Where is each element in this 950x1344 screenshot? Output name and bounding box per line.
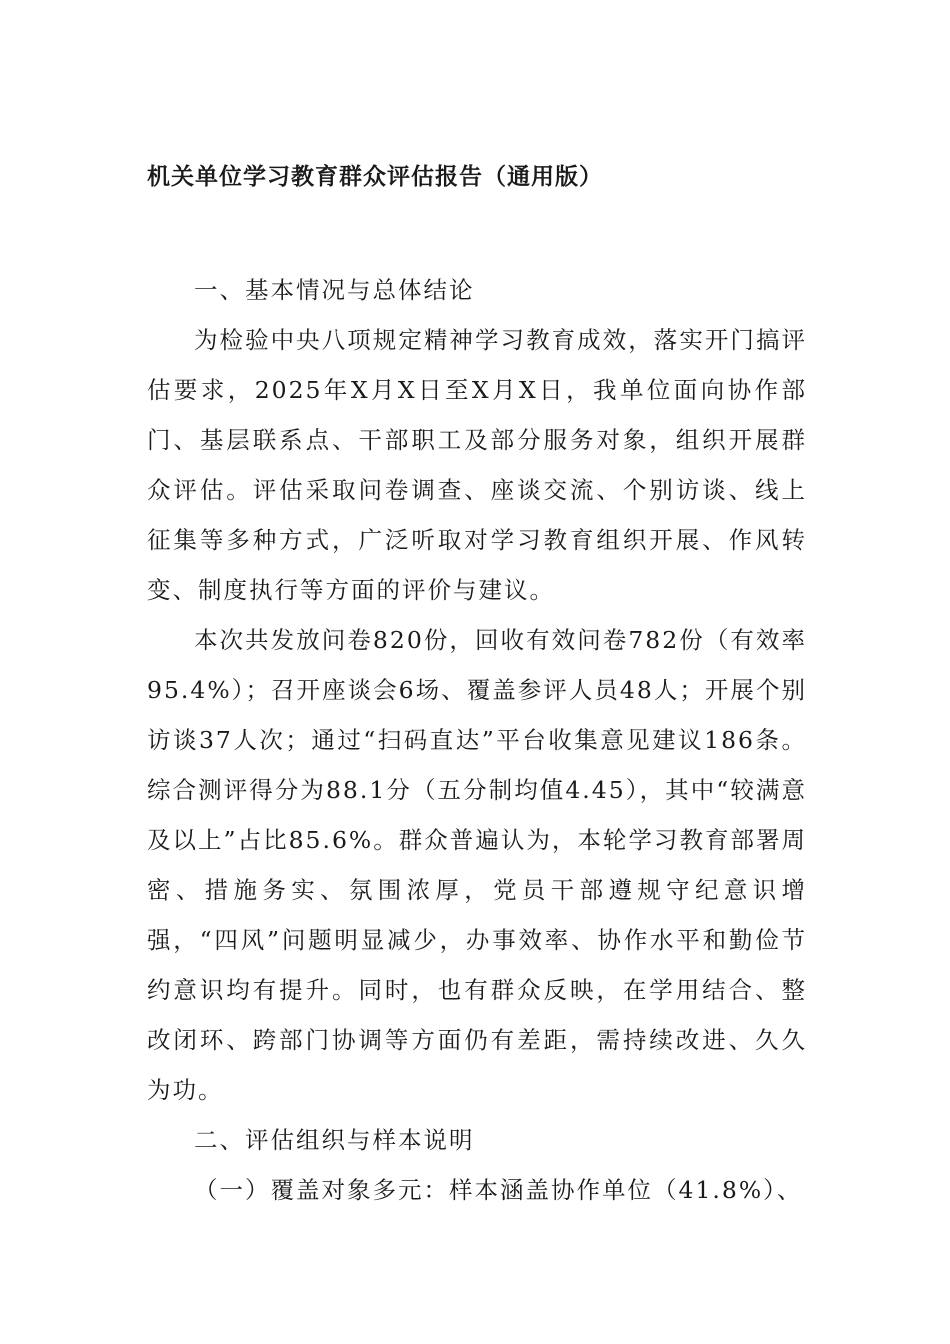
section-heading-1: 一、基本情况与总体结论 — [194, 276, 475, 304]
document-title: 机关单位学习教育群众评估报告（通用版） — [147, 164, 603, 190]
paragraph-2: 本次共发放问卷820份，回收有效问卷782份（有效率95.4%）；召开座谈会6场、覆盖参评人员48人；开展个别访谈37人次；通过“扫码直达”平台收集意见建议186条。综合测评得分为88.1分（五分制均值4.45），其中“较满意及以上”占比85.6%。群众普遍认为，本轮学习教育部署周密、措施务实、氛围浓厚，党员干部遵规守纪意识增强，“四风”问题明显减少，办事效率、协作水平和勤俭节约意识均有提升。同时，也有群众反映，在学用结合、整改闭环、跨部门协调等方面仍有差距，需持续改进、久久为功。 — [147, 626, 807, 1104]
paragraph-1: 为检验中央八项规定精神学习教育成效，落实开门搞评估要求，2025年X月X日至X月X日，我单位面向协作部门、基层联系点、干部职工及部分服务对象，组织开展群众评估。评估采取问卷调查、座谈交流、个别访谈、线上征集等多种方式，广泛听取对学习教育组织开展、作风转变、制度执行等方面的评价与建议。 — [147, 326, 807, 604]
document-body — [147, 265, 807, 1215]
paragraph-3: （一）覆盖对象多元：样本涵盖协作单位（41.8%）、 — [194, 1176, 803, 1204]
section-heading-2: 二、评估组织与样本说明 — [194, 1126, 475, 1154]
